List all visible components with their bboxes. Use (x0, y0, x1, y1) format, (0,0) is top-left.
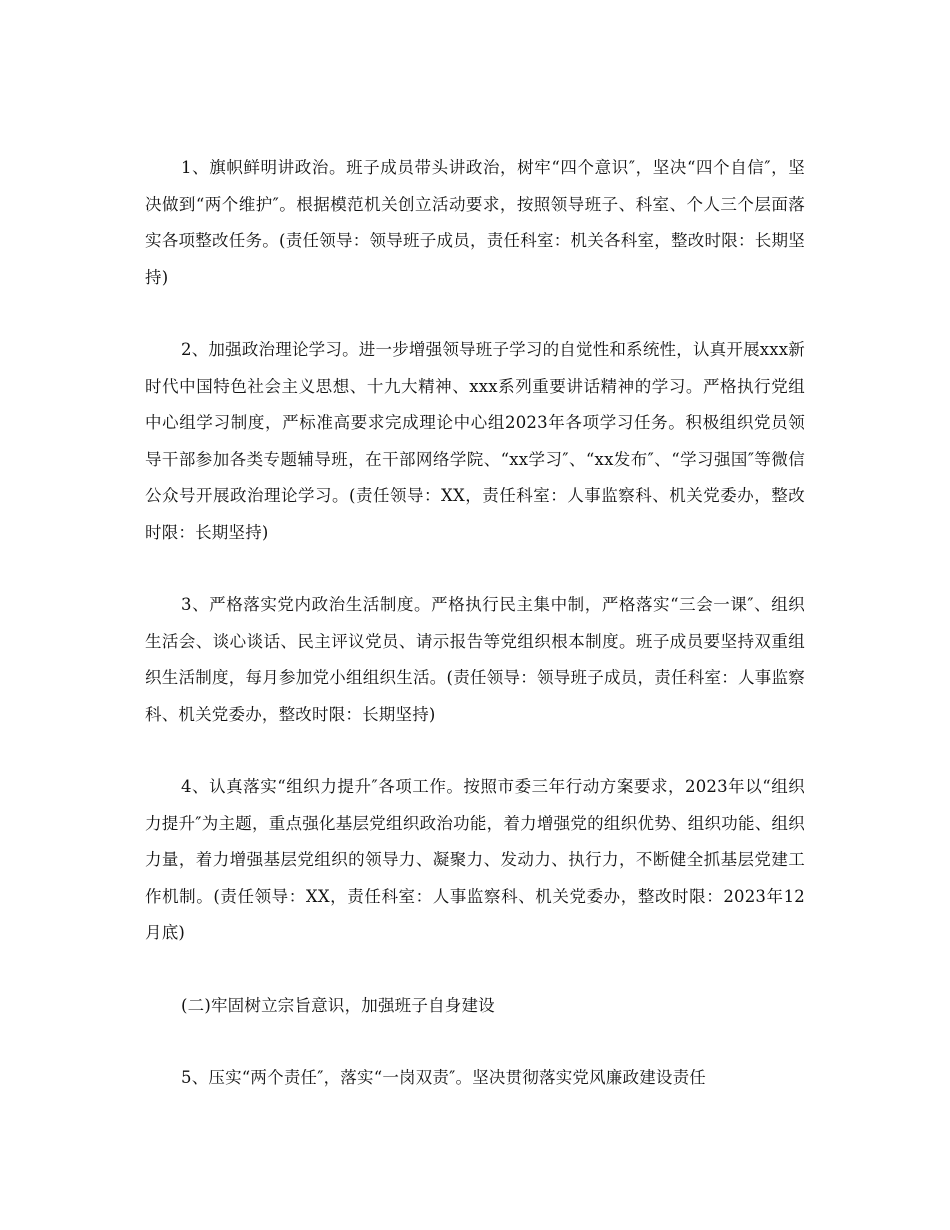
paragraph-5: 5、压实“两个责任″，落实“一岗双责″。坚决贯彻落实党风廉政建设责任 (181, 1068, 706, 1087)
section-heading: (二)牢固树立宗旨意识，加强班子自身建设 (181, 995, 495, 1015)
document-page (145, 150, 805, 1097)
paragraph-1: 1、旗帜鲜明讲政治。班子成员带头讲政治，树牢“四个意识″，坚决“四个自信″，坚决做到“两个维护″。根据模范机关创立活动要求，按照领导班子、科室、个人三个层面落实各项整改任务。(责任领导：领导班子成员，责任科室：机关各科室，整改时限：长期坚持) (145, 158, 805, 287)
paragraph-4: 4、认真落实“组织力提升″各项工作。按照市委三年行动方案要求，2023年以“组织力提升″为主题，重点强化基层党组织政治功能，着力增强党的组织优势、组织功能、组织力量，着力增强基层党组织的领导力、凝聚力、发动力、执行力，不断健全抓基层党建工作机制。(责任领导：XX，责任科室：人事监察科、机关党委办，整改时限：2023年12月底) (145, 777, 805, 942)
paragraph-2: 2、加强政治理论学习。进一步增强领导班子学习的自觉性和系统性，认真开展xxx新时代中国特色社会主义思想、十九大精神、xxx系列重要讲话精神的学习。严格执行党组中心组学习制度，严标准高要求完成理论中心组2023年各项学习任务。积极组织党员领导干部参加各类专题辅导班，在干部网络学院、“xx学习″、“xx发布″、“学习强国″等微信公众号开展政治理论学习。(责任领导：XX，责任科室：人事监察科、机关党委办，整改时限：长期坚持) (145, 340, 805, 542)
paragraph-3: 3、严格落实党内政治生活制度。严格执行民主集中制，严格落实“三会一课″、组织生活会、谈心谈话、民主评议党员、请示报告等党组织根本制度。班子成员要坚持双重组织生活制度，每月参加党小组组织生活。(责任领导：领导班子成员，责任科室：人事监察科、机关党委办，整改时限：长期坚持) (145, 595, 805, 724)
